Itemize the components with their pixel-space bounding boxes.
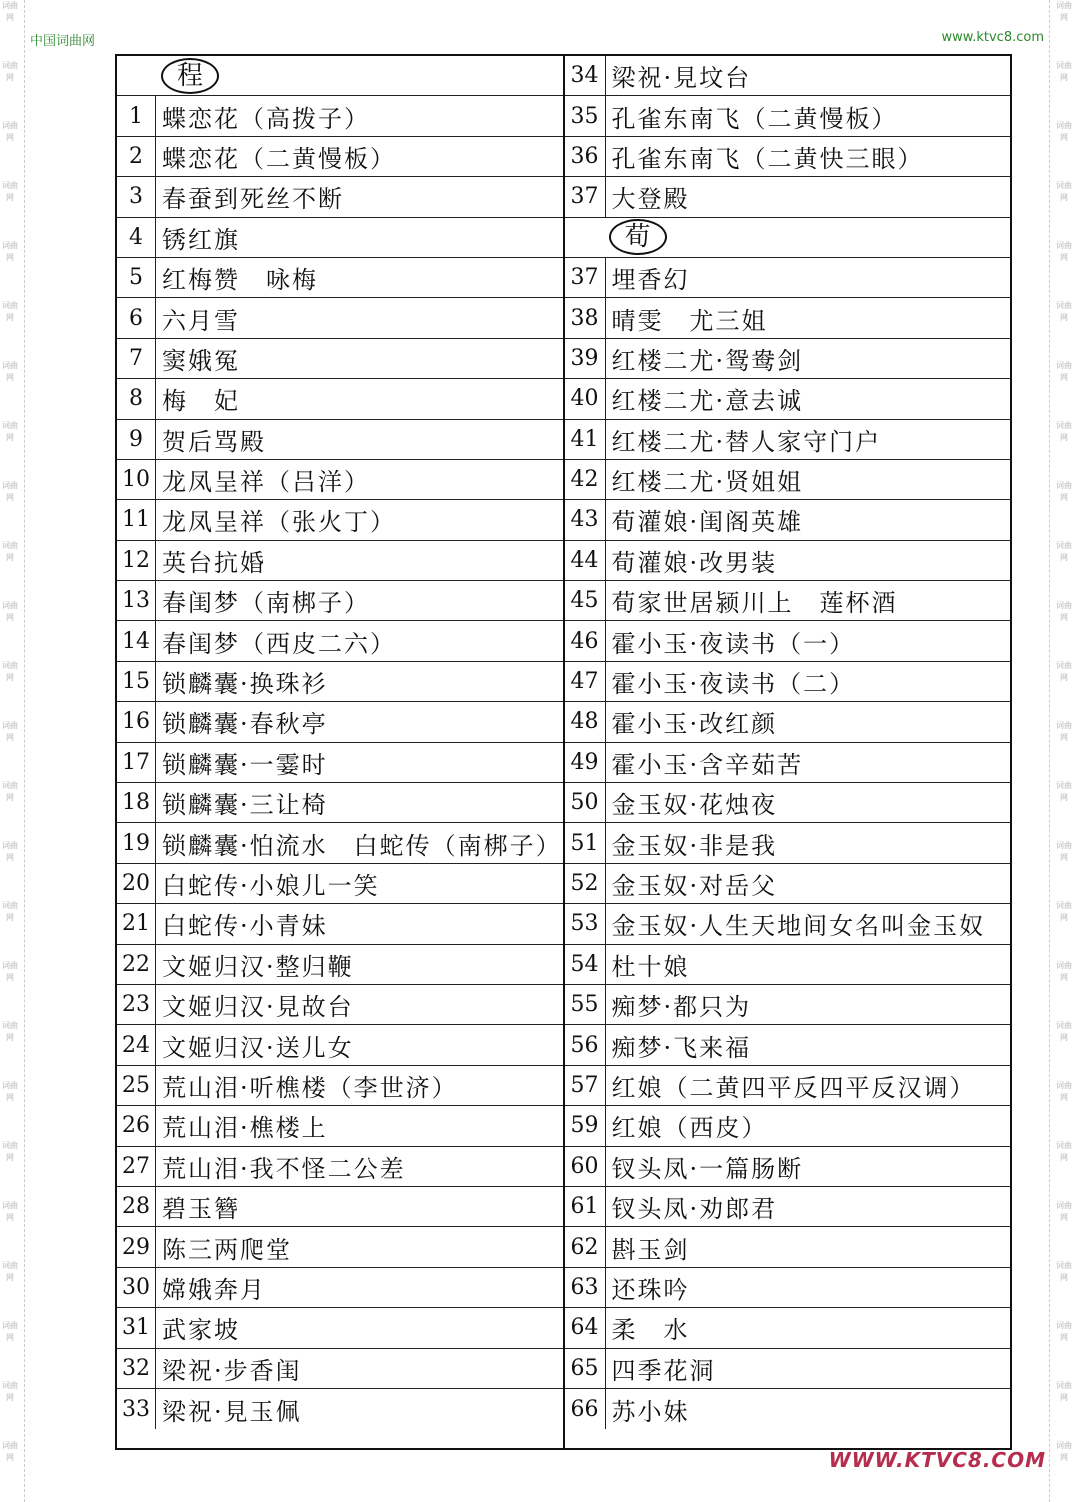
watermark-top-left: 中国词曲网 [30, 34, 96, 49]
side-watermark-text: 词曲网 [2, 961, 18, 982]
song-title: 金玉奴·非是我 [611, 831, 778, 860]
row-number: 36 [565, 137, 606, 176]
song-title: 蝶恋花（高拨子） [162, 104, 370, 133]
song-title: 斟玉剑 [611, 1235, 690, 1264]
song-title: 梅 妃 [162, 387, 240, 416]
row-number: 42 [565, 460, 606, 499]
row-number: 5 [117, 258, 156, 297]
table-row [117, 904, 563, 944]
side-watermark-text: 词曲网 [2, 661, 18, 682]
side-watermark-text: 词曲网 [2, 721, 18, 742]
row-number: 44 [565, 541, 606, 580]
song-title: 锁麟囊·春秋亭 [162, 710, 328, 739]
table-row [565, 460, 1011, 500]
side-watermark-text: 词曲网 [1056, 1321, 1072, 1342]
table-row [565, 864, 1011, 904]
song-title: 锁麟囊·三让椅 [162, 791, 328, 820]
row-number: 29 [117, 1227, 156, 1266]
table-row [117, 783, 563, 823]
section-label: 荀 [609, 219, 667, 255]
song-title: 锁麟囊·换珠衫 [162, 670, 328, 699]
song-title: 红楼二尤·替人家守门户 [611, 427, 882, 456]
row-number: 60 [565, 1147, 606, 1186]
table-row [117, 137, 563, 177]
song-title: 春闺梦（南梆子） [162, 589, 370, 618]
table-row [565, 1389, 1011, 1429]
song-title: 荀家世居颍川上 莲杯酒 [611, 589, 898, 618]
table-row [117, 541, 563, 581]
song-title: 锁麟囊·一霎时 [162, 750, 328, 779]
song-title: 四季花洞 [611, 1356, 716, 1385]
table-row [565, 581, 1011, 621]
side-watermark-text: 词曲网 [2, 421, 18, 442]
song-title: 痴梦·都只为 [611, 993, 752, 1022]
table-row [565, 662, 1011, 702]
table-row [565, 985, 1011, 1025]
side-watermark-text: 词曲网 [1056, 421, 1072, 442]
row-number: 37 [565, 258, 606, 297]
song-title: 春蚕到死丝不断 [162, 185, 344, 214]
left-column [117, 56, 565, 1448]
song-title: 陈三两爬堂 [162, 1235, 292, 1264]
song-title: 红娘（二黄四平反四平反汉调） [611, 1073, 976, 1102]
row-number: 39 [565, 339, 606, 378]
row-number: 38 [565, 298, 606, 337]
row-number: 3 [117, 177, 156, 216]
table-row [117, 621, 563, 661]
table-row [565, 541, 1011, 581]
song-title: 贺后骂殿 [162, 427, 266, 456]
table-row [565, 1066, 1011, 1106]
song-title: 碧玉簪 [162, 1195, 240, 1224]
song-title: 金玉奴·花烛夜 [611, 791, 778, 820]
song-list-table [115, 54, 1012, 1450]
row-number: 50 [565, 783, 606, 822]
side-watermark-text: 词曲网 [2, 1141, 18, 1162]
row-number: 27 [117, 1147, 156, 1186]
side-watermark-text: 词曲网 [1056, 781, 1072, 802]
row-number: 1 [117, 96, 156, 135]
side-watermark-text: 词曲网 [1056, 121, 1072, 142]
side-watermark-text: 词曲网 [2, 1081, 18, 1102]
row-number: 6 [117, 298, 156, 337]
song-title: 杜十娘 [611, 952, 690, 981]
side-watermark-text: 词曲网 [2, 781, 18, 802]
side-watermark-text: 词曲网 [1056, 721, 1072, 742]
row-number: 7 [117, 339, 156, 378]
song-title: 白蛇传·小青妹 [162, 912, 328, 941]
song-title: 霍小玉·夜读书（二） [611, 670, 856, 699]
table-row [565, 420, 1011, 460]
song-title: 文姬归汉·見故台 [162, 993, 354, 1022]
row-number: 11 [117, 500, 156, 539]
side-watermark-text: 词曲网 [1056, 301, 1072, 322]
song-title: 武家坡 [162, 1316, 240, 1345]
song-title: 荀灌娘·闺阁英雄 [611, 508, 804, 537]
section-label: 程 [161, 58, 219, 94]
table-row [565, 1308, 1011, 1348]
song-title: 锈红旗 [162, 225, 240, 254]
side-watermark-text: 词曲网 [2, 361, 18, 382]
side-watermark-text: 词曲网 [1056, 1141, 1072, 1162]
side-watermark-text: 词曲网 [2, 301, 18, 322]
side-watermark-text: 词曲网 [1056, 1261, 1072, 1282]
song-title: 大登殿 [611, 185, 690, 214]
row-number: 48 [565, 702, 606, 741]
table-row [565, 823, 1011, 863]
table-row [117, 460, 563, 500]
row-number: 53 [565, 904, 606, 943]
section-header-cheng [117, 56, 563, 96]
row-number: 63 [565, 1268, 606, 1307]
side-watermark-text: 词曲网 [2, 241, 18, 262]
song-title: 埋香幻 [611, 266, 690, 295]
side-watermark-text: 词曲网 [2, 1381, 18, 1402]
side-watermark-text: 词曲网 [1056, 1, 1072, 22]
table-row [117, 1025, 563, 1065]
row-number: 30 [117, 1268, 156, 1307]
song-title: 蝶恋花（二黄慢板） [162, 144, 396, 173]
side-watermark-text: 词曲网 [2, 601, 18, 622]
row-number: 49 [565, 743, 606, 782]
song-title: 红梅赞 咏梅 [162, 266, 318, 295]
side-watermark-text: 词曲网 [1056, 661, 1072, 682]
song-title: 六月雪 [162, 306, 240, 335]
row-number: 22 [117, 945, 156, 984]
side-watermark-text: 词曲网 [1056, 61, 1072, 82]
row-number: 4 [117, 218, 156, 257]
row-number: 35 [565, 96, 606, 135]
song-title: 锁麟囊·怕流水 白蛇传（南梆子） [162, 831, 562, 860]
side-watermark-text: 词曲网 [1056, 241, 1072, 262]
table-row [117, 1066, 563, 1106]
song-title: 梁祝·見坟台 [611, 64, 752, 93]
table-row [117, 96, 563, 136]
row-number: 25 [117, 1066, 156, 1105]
table-row [117, 662, 563, 702]
side-watermark-text: 词曲网 [1056, 1201, 1072, 1222]
song-title: 红楼二尤·意去诚 [611, 387, 804, 416]
side-watermark-text: 词曲网 [2, 181, 18, 202]
table-row [117, 1349, 563, 1389]
song-title: 荒山泪·我不怪二公差 [162, 1154, 406, 1183]
row-number: 33 [117, 1389, 156, 1429]
side-watermark-text: 词曲网 [2, 1021, 18, 1042]
row-number: 34 [565, 56, 606, 95]
table-row [565, 298, 1011, 338]
table-row [117, 1187, 563, 1227]
right-column [565, 56, 1011, 1448]
row-number: 18 [117, 783, 156, 822]
table-row [117, 1106, 563, 1146]
row-number: 19 [117, 823, 156, 862]
table-row [117, 945, 563, 985]
table-row [117, 823, 563, 863]
side-watermark-text: 词曲网 [2, 1201, 18, 1222]
table-row [117, 1147, 563, 1187]
side-watermark-text: 词曲网 [2, 1261, 18, 1282]
table-row [565, 56, 1011, 96]
side-watermark-text: 词曲网 [2, 1, 18, 22]
song-title: 钗头凤·一篇肠断 [611, 1154, 804, 1183]
row-number: 66 [565, 1389, 606, 1429]
table-row [565, 1106, 1011, 1146]
table-row [565, 177, 1011, 217]
table-row [117, 177, 563, 217]
row-number: 17 [117, 743, 156, 782]
table-row [565, 1268, 1011, 1308]
song-title: 霍小玉·改红颜 [611, 710, 778, 739]
table-row [565, 702, 1011, 742]
side-watermark-text: 词曲网 [2, 541, 18, 562]
song-title: 红楼二尤·鸳鸯剑 [611, 346, 804, 375]
table-row [565, 1025, 1011, 1065]
side-watermark-text: 词曲网 [1056, 1441, 1072, 1462]
table-row [565, 1227, 1011, 1267]
row-number: 23 [117, 985, 156, 1024]
side-watermark-text: 词曲网 [1056, 601, 1072, 622]
song-title: 金玉奴·对岳父 [611, 872, 778, 900]
song-title: 梁祝·步香闺 [162, 1356, 302, 1385]
row-number: 15 [117, 662, 156, 701]
song-title: 春闺梦（西皮二六） [162, 629, 396, 658]
table-row [565, 1147, 1011, 1187]
side-watermark-text: 词曲网 [1056, 901, 1072, 922]
table-row [117, 379, 563, 419]
table-row [117, 1389, 563, 1429]
row-number: 9 [117, 420, 156, 459]
side-watermark-text: 词曲网 [1056, 961, 1072, 982]
table-row [565, 500, 1011, 540]
watermark-top-right: www.ktvc8.com [941, 30, 1044, 45]
table-row [117, 702, 563, 742]
side-watermark-text: 词曲网 [2, 121, 18, 142]
song-title: 柔 水 [611, 1316, 690, 1345]
song-title: 龙凤呈祥（吕洋） [162, 468, 370, 497]
row-number: 46 [565, 621, 606, 660]
table-row [117, 218, 563, 258]
row-number: 61 [565, 1187, 606, 1226]
row-number: 13 [117, 581, 156, 620]
table-row [565, 783, 1011, 823]
row-number: 57 [565, 1066, 606, 1105]
row-number: 41 [565, 420, 606, 459]
row-number: 14 [117, 621, 156, 660]
row-number: 54 [565, 945, 606, 984]
song-title: 孔雀东南飞（二黄快三眼） [611, 144, 924, 173]
row-number: 65 [565, 1349, 606, 1388]
watermark-bottom: WWW.KTVC8.COM [828, 1448, 1046, 1472]
side-watermark-text: 词曲网 [1056, 841, 1072, 862]
song-title: 霍小玉·夜读书（一） [611, 629, 856, 658]
row-number: 8 [117, 379, 156, 418]
song-title: 白蛇传·小娘儿一笑 [162, 872, 380, 900]
song-title: 梁祝·見玉佩 [162, 1397, 302, 1426]
table-row [117, 420, 563, 460]
table-row [565, 96, 1011, 136]
row-number: 16 [117, 702, 156, 741]
row-number: 64 [565, 1308, 606, 1347]
song-title: 金玉奴·人生天地间女名叫金玉奴 [611, 912, 986, 941]
table-row [117, 1268, 563, 1308]
row-number: 62 [565, 1227, 606, 1266]
row-number: 20 [117, 864, 156, 903]
row-number: 37 [565, 177, 606, 216]
song-title: 还珠吟 [611, 1275, 690, 1304]
row-number: 32 [117, 1349, 156, 1388]
table-row [117, 339, 563, 379]
row-number: 55 [565, 985, 606, 1024]
table-row [565, 1187, 1011, 1227]
song-title: 荒山泪·樵楼上 [162, 1114, 328, 1143]
table-row [117, 258, 563, 298]
table-row [117, 864, 563, 904]
song-title: 龙凤呈祥（张火丁） [162, 508, 396, 537]
side-watermark-text: 词曲网 [2, 1441, 18, 1462]
song-title: 钗头凤·劝郎君 [611, 1195, 778, 1224]
side-watermark-text: 词曲网 [2, 481, 18, 502]
right-binding-line [1049, 0, 1050, 1502]
song-title: 痴梦·飞来福 [611, 1033, 752, 1062]
row-number: 2 [117, 137, 156, 176]
row-number: 21 [117, 904, 156, 943]
side-watermark-text: 词曲网 [1056, 541, 1072, 562]
table-row [565, 137, 1011, 177]
table-row [117, 500, 563, 540]
song-title: 嫦娥奔月 [162, 1275, 266, 1304]
table-row [565, 258, 1011, 298]
side-watermark-text: 词曲网 [1056, 1021, 1072, 1042]
row-number: 24 [117, 1025, 156, 1064]
row-number: 43 [565, 500, 606, 539]
table-row [565, 1349, 1011, 1389]
table-row [117, 743, 563, 783]
side-watermark-text: 词曲网 [2, 1321, 18, 1342]
table-row [565, 339, 1011, 379]
row-number: 40 [565, 379, 606, 418]
table-row [565, 743, 1011, 783]
side-watermark-text: 词曲网 [2, 901, 18, 922]
table-row [117, 1227, 563, 1267]
side-watermark-text: 词曲网 [1056, 361, 1072, 382]
left-binding-line [24, 0, 25, 1502]
row-number: 47 [565, 662, 606, 701]
side-watermark-text: 词曲网 [2, 841, 18, 862]
table-row [117, 1308, 563, 1348]
row-number: 51 [565, 823, 606, 862]
row-number: 28 [117, 1187, 156, 1226]
song-title: 晴雯 尤三姐 [611, 306, 768, 335]
row-number: 10 [117, 460, 156, 499]
song-title: 孔雀东南飞（二黄慢板） [611, 104, 898, 133]
row-number: 26 [117, 1106, 156, 1145]
table-row [117, 298, 563, 338]
side-watermark-text: 词曲网 [2, 61, 18, 82]
song-title: 文姬归汉·送儿女 [162, 1033, 354, 1062]
side-watermark-text: 词曲网 [1056, 1381, 1072, 1402]
song-title: 英台抗婚 [162, 548, 266, 577]
left-side-watermark [2, 0, 18, 1502]
table-row [565, 904, 1011, 944]
song-title: 荒山泪·听樵楼（李世济） [162, 1073, 458, 1102]
side-watermark-text: 词曲网 [1056, 1081, 1072, 1102]
row-number: 31 [117, 1308, 156, 1347]
table-row [565, 621, 1011, 661]
table-row [117, 581, 563, 621]
row-number: 45 [565, 581, 606, 620]
song-title: 窦娥冤 [162, 346, 240, 375]
song-title: 苏小妹 [611, 1397, 690, 1426]
section-header-xun [565, 218, 1011, 258]
right-side-watermark [1056, 0, 1072, 1502]
table-row [565, 945, 1011, 985]
song-title: 文姬归汉·整归鞭 [162, 952, 354, 981]
song-title: 霍小玉·含辛茹苦 [611, 750, 804, 779]
table-row [565, 379, 1011, 419]
row-number: 56 [565, 1025, 606, 1064]
side-watermark-text: 词曲网 [1056, 181, 1072, 202]
song-title: 红楼二尤·贤姐姐 [611, 468, 804, 497]
row-number: 12 [117, 541, 156, 580]
song-title: 红娘（西皮） [611, 1114, 768, 1143]
table-row [117, 985, 563, 1025]
row-number: 52 [565, 864, 606, 903]
song-title: 荀灌娘·改男装 [611, 548, 778, 577]
row-number: 59 [565, 1106, 606, 1145]
side-watermark-text: 词曲网 [1056, 481, 1072, 502]
